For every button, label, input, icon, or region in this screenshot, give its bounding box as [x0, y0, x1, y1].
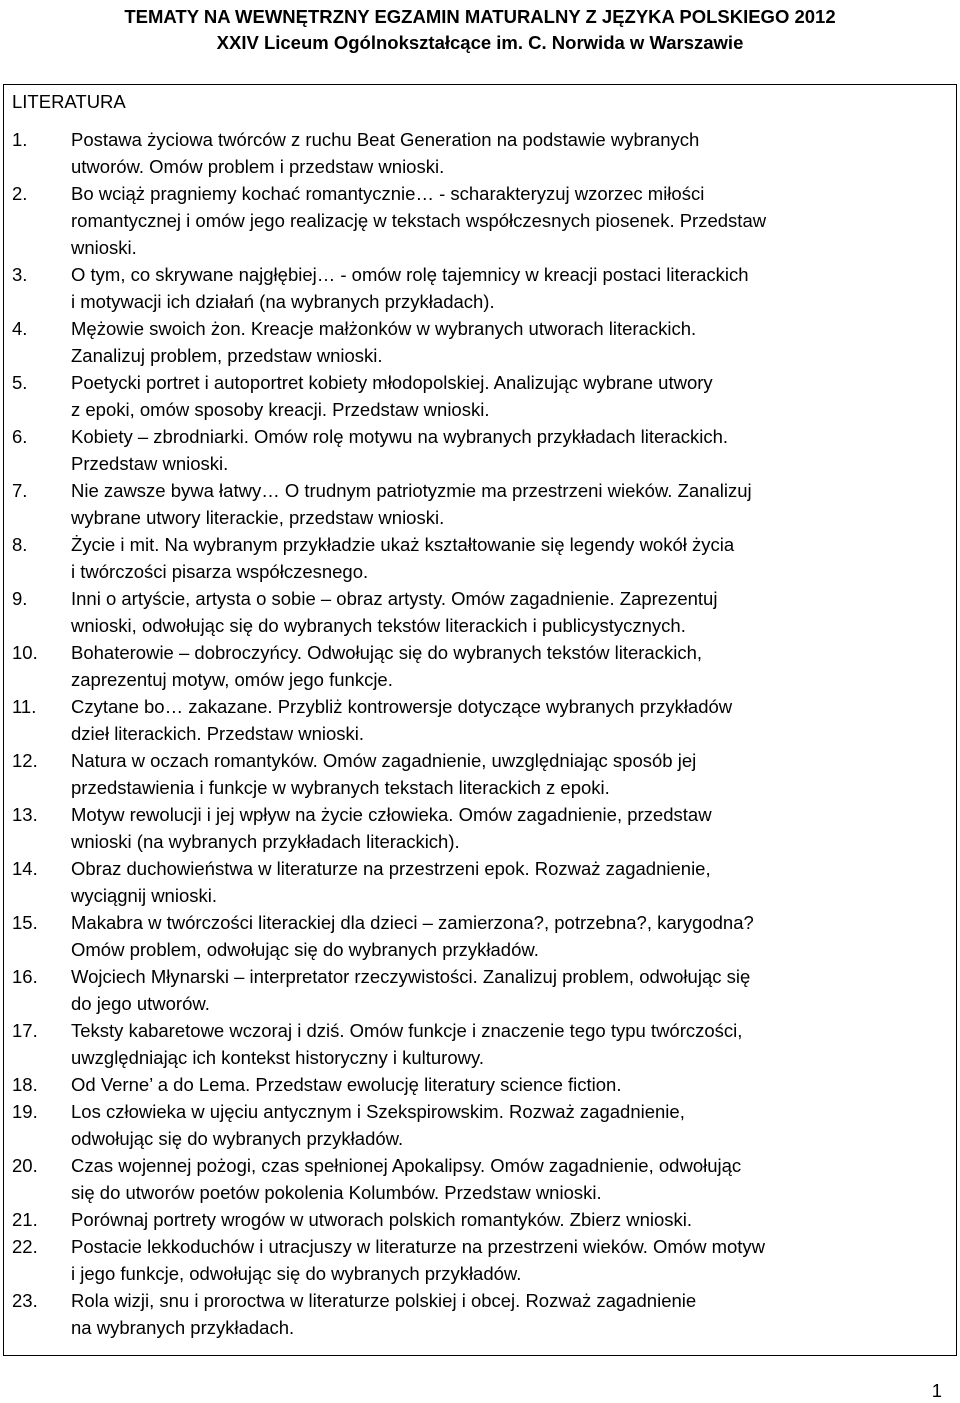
topic-text — [71, 1098, 941, 1152]
topic-text-line: zaprezentuj motyw, omów jego funkcje. — [71, 669, 393, 690]
topic-number: 7. — [12, 480, 28, 501]
topic-item — [0, 1071, 960, 1098]
topic-text-line: się do utworów poetów pokolenia Kolumbów. Przedstaw wnioski. — [71, 1182, 602, 1203]
topic-text — [71, 693, 941, 747]
topic-number: 18. — [12, 1074, 38, 1095]
topic-text — [71, 315, 941, 369]
topic-number: 9. — [12, 588, 28, 609]
topic-number: 23. — [12, 1290, 38, 1311]
topic-item — [0, 1206, 960, 1233]
topic-number: 17. — [12, 1020, 38, 1041]
topic-text-line: Kobiety – zbrodniarki. Omów rolę motywu na wybranych przykładach literackich. — [71, 426, 729, 447]
topic-text — [71, 369, 941, 423]
topic-text-line: Zanalizuj problem, przedstaw wnioski. — [71, 345, 383, 366]
topic-text-line: Los człowieka w ujęciu antycznym i Szekspirowskim. Rozważ zagadnienie, — [71, 1101, 685, 1122]
topic-text — [71, 909, 941, 963]
topic-text-line: Poetycki portret i autoportret kobiety młodopolskiej. Analizując wybrane utwory — [71, 372, 713, 393]
topic-text — [71, 180, 941, 261]
topic-item — [0, 180, 960, 261]
topic-text-line: wyciągnij wnioski. — [71, 885, 217, 906]
topic-item — [0, 693, 960, 747]
topic-text — [71, 1206, 941, 1233]
topic-text — [71, 1233, 941, 1287]
topic-text — [71, 261, 941, 315]
topic-text-line: Bo wciąż pragniemy kochać romantycznie… - scharakteryzuj wzorzec miłości — [71, 183, 705, 204]
topic-item — [0, 585, 960, 639]
topic-text-line: do jego utworów. — [71, 993, 210, 1014]
topic-text-line: wnioski (na wybranych przykładach literackich). — [71, 831, 460, 852]
topic-text-line: uwzględniając ich kontekst historyczny i kulturowy. — [71, 1047, 484, 1068]
topic-text-line: Życie i mit. Na wybranym przykładzie ukaż kształtowanie się legendy wokół życia — [71, 534, 735, 555]
topic-number: 12. — [12, 750, 38, 771]
topic-item — [0, 747, 960, 801]
topic-text-line: na wybranych przykładach. — [71, 1317, 295, 1338]
topic-text — [71, 747, 941, 801]
topic-item — [0, 909, 960, 963]
topic-text-line: Makabra w twórczości literackiej dla dzieci – zamierzona?, potrzebna?, karygodna? — [71, 912, 754, 933]
topic-text-line: Wojciech Młynarski – interpretator rzeczywistości. Zanalizuj problem, odwołując się — [71, 966, 751, 987]
topic-number: 2. — [12, 183, 28, 204]
topic-number: 13. — [12, 804, 38, 825]
topic-number: 5. — [12, 372, 28, 393]
topic-number: 21. — [12, 1209, 38, 1230]
topic-number: 16. — [12, 966, 38, 987]
topic-number: 20. — [12, 1155, 38, 1176]
topic-text — [71, 126, 941, 180]
topic-text-line: odwołując się do wybranych przykładów. — [71, 1128, 404, 1149]
document-header — [0, 4, 960, 56]
topic-item — [0, 1233, 960, 1287]
topic-text-line: Bohaterowie – dobroczyńcy. Odwołując się do wybranych tekstów literackich, — [71, 642, 703, 663]
header-title: TEMATY NA WEWNĘTRZNY EGZAMIN MATURALNY Z JĘZYKA POLSKIEGO 2012 — [124, 6, 836, 27]
topic-number: 3. — [12, 264, 28, 285]
topic-text-line: Motyw rewolucji i jej wpływ na życie człowieka. Omów zagadnienie, przedstaw — [71, 804, 712, 825]
topic-text — [71, 423, 941, 477]
topic-item — [0, 261, 960, 315]
topic-number: 4. — [12, 318, 28, 339]
topic-item — [0, 531, 960, 585]
topic-text-line: i twórczości pisarza współczesnego. — [71, 561, 369, 582]
topic-item — [0, 1152, 960, 1206]
topic-text-line: Postawa życiowa twórców z ruchu Beat Generation na podstawie wybranych — [71, 129, 700, 150]
topic-text-line: Obraz duchowieństwa w literaturze na przestrzeni epok. Rozważ zagadnienie, — [71, 858, 711, 879]
topic-text-line: Inni o artyście, artysta o sobie – obraz artysty. Omów zagadnienie. Zaprezentuj — [71, 588, 718, 609]
topic-text-line: Przedstaw wnioski. — [71, 453, 229, 474]
topic-item — [0, 801, 960, 855]
topic-text — [71, 801, 941, 855]
topic-item — [0, 369, 960, 423]
topic-text-line: Czytane bo… zakazane. Przybliż kontrowersje dotyczące wybranych przykładów — [71, 696, 733, 717]
topic-item — [0, 423, 960, 477]
topic-text — [71, 855, 941, 909]
section-title: LITERATURA — [12, 91, 126, 112]
topic-number: 6. — [12, 426, 28, 447]
topic-text-line: Postacie lekkoduchów i utracjuszy w literaturze na przestrzeni wieków. Omów motyw — [71, 1236, 766, 1257]
topic-text-line: Rola wizji, snu i proroctwa w literaturze polskiej i obcej. Rozważ zagadnienie — [71, 1290, 697, 1311]
topic-text-line: i jego funkcje, odwołując się do wybranych przykładów. — [71, 1263, 522, 1284]
topic-number: 11. — [12, 696, 37, 717]
topic-text — [71, 1287, 941, 1341]
topic-text-line: z epoki, omów sposoby kreacji. Przedstaw wnioski. — [71, 399, 490, 420]
topic-text-line: Natura w oczach romantyków. Omów zagadnienie, uwzględniając sposób jej — [71, 750, 697, 771]
topic-text-line: Czas wojennej pożogi, czas spełnionej Apokalipsy. Omów zagadnienie, odwołując — [71, 1155, 742, 1176]
topic-text — [71, 531, 941, 585]
topic-text — [71, 1071, 941, 1098]
page-number: 1 — [931, 1380, 942, 1401]
topic-item — [0, 639, 960, 693]
topic-text — [71, 1017, 941, 1071]
topic-text-line: Od Verne’ a do Lema. Przedstaw ewolucję literatury science fiction. — [71, 1074, 622, 1095]
topic-number: 8. — [12, 534, 28, 555]
topic-number: 1. — [12, 129, 28, 150]
topic-text-line: Mężowie swoich żon. Kreacje małżonków w wybranych utworach literackich. — [71, 318, 697, 339]
topic-text-line: wybrane utwory literackie, przedstaw wnioski. — [71, 507, 445, 528]
topic-text-line: romantycznej i omów jego realizację w tekstach współczesnych piosenek. Przedstaw — [71, 210, 767, 231]
topics-list — [0, 126, 960, 1341]
topic-text-line: i motywacji ich działań (na wybranych przykładach). — [71, 291, 495, 312]
topic-text-line: dzieł literackich. Przedstaw wnioski. — [71, 723, 365, 744]
topic-number: 22. — [12, 1236, 38, 1257]
topic-number: 19. — [12, 1101, 38, 1122]
topic-item — [0, 1098, 960, 1152]
topic-item — [0, 855, 960, 909]
topic-item — [0, 477, 960, 531]
topic-text-line: Porównaj portrety wrogów w utworach polskich romantyków. Zbierz wnioski. — [71, 1209, 693, 1230]
topic-number: 15. — [12, 912, 38, 933]
topic-item — [0, 126, 960, 180]
topic-text-line: Omów problem, odwołując się do wybranych przykładów. — [71, 939, 539, 960]
topic-item — [0, 1287, 960, 1341]
topic-number: 14. — [12, 858, 38, 879]
topic-text-line: przedstawienia i funkcje w wybranych tekstach literackich z epoki. — [71, 777, 610, 798]
topic-text — [71, 1152, 941, 1206]
topic-text-line: utworów. Omów problem i przedstaw wnioski. — [71, 156, 445, 177]
topic-item — [0, 1017, 960, 1071]
topic-number: 10. — [12, 642, 38, 663]
topic-text — [71, 585, 941, 639]
topic-text — [71, 963, 941, 1017]
topic-text-line: wnioski, odwołując się do wybranych tekstów literackich i publicystycznych. — [71, 615, 686, 636]
topic-text — [71, 477, 941, 531]
header-school: XXIV Liceum Ogólnokształcące im. C. Norwida w Warszawie — [216, 32, 744, 53]
topic-text-line: Nie zawsze bywa łatwy… O trudnym patriotyzmie ma przestrzeni wieków. Zanalizuj — [71, 480, 752, 501]
topic-item — [0, 315, 960, 369]
topic-text-line: wnioski. — [71, 237, 137, 258]
topic-text — [71, 639, 941, 693]
topic-text-line: Teksty kabaretowe wczoraj i dziś. Omów funkcje i znaczenie tego typu twórczości, — [71, 1020, 743, 1041]
topic-text-line: O tym, co skrywane najgłębiej… - omów rolę tajemnicy w kreacji postaci literackich — [71, 264, 749, 285]
topic-item — [0, 963, 960, 1017]
